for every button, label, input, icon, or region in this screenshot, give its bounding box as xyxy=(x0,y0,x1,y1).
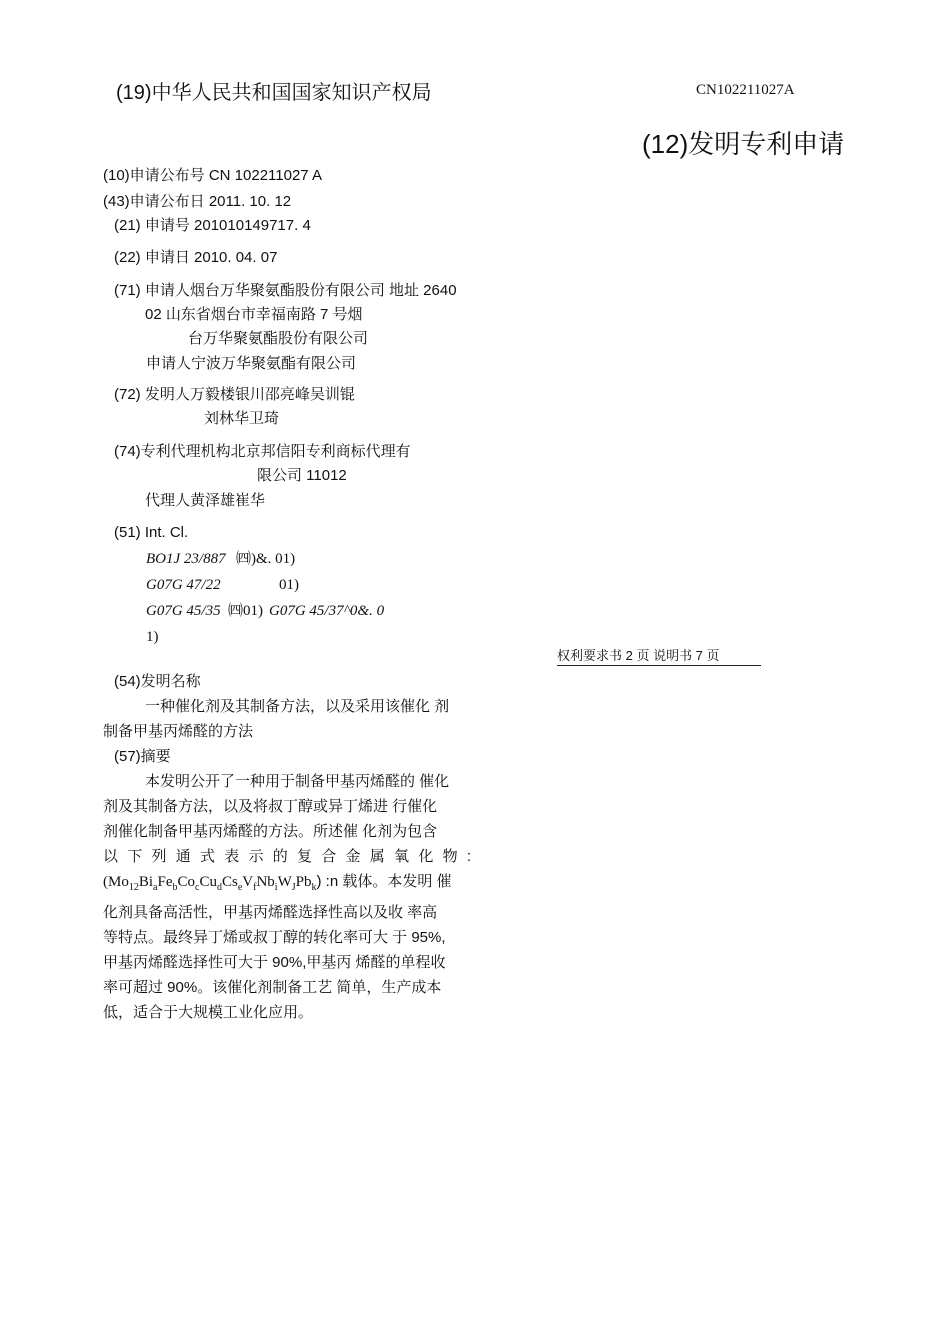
ipc-code-2: G07G 47/22 xyxy=(146,577,221,593)
pages-note: 权利要求书 2 页 说明书 7 页 xyxy=(557,645,761,666)
field-10-publication-number: (10)申请公布号 CN 102211027 A xyxy=(103,167,322,184)
field-74-agency-line2: 限公司 11012 xyxy=(257,467,347,484)
formula-v: V xyxy=(242,874,254,890)
formula-cs: Cs xyxy=(221,874,238,890)
abstract-line1: 本发明公开了一种用于制备甲基丙烯醛的 催化 xyxy=(145,773,450,790)
office-name: (19)中华人民共和国国家知识产权局 xyxy=(116,82,432,104)
formula-bi: Bi xyxy=(138,874,154,890)
ipc-code-4: G07G 45/37^0&. 0 xyxy=(269,603,385,619)
invention-title-line1: 一种催化剂及其制备方法，以及采用该催化 剂 xyxy=(145,698,450,715)
field-22-application-date: (22) 申请日 2010. 04. 07 xyxy=(114,249,278,266)
formula-pb: Pb xyxy=(295,874,312,890)
abstract-line2: 剂及其制备方法，以及将叔丁醇或异丁烯进 行催化 xyxy=(103,798,438,815)
formula-open: (Mo xyxy=(103,874,129,890)
field-21-application-number: (21) 申请号 201010149717. 4 xyxy=(114,217,311,234)
field-72-inventors-line2: 刘林华卫琦 xyxy=(204,410,280,427)
field-57-label: (57)摘要 xyxy=(114,748,171,765)
formula-w: W xyxy=(277,874,292,890)
field-72-inventors-line1: (72) 发明人万毅楼银川邵亮峰吴训锟 xyxy=(114,386,355,403)
ipc-code-2-version: 01) xyxy=(279,577,299,593)
document-type: (12)发明专利申请 xyxy=(642,129,845,159)
abstract-text xyxy=(103,769,471,1025)
formula-sub-k: k xyxy=(311,882,317,893)
formula-sub-a: a xyxy=(153,882,158,893)
field-54-label: (54)发明名称 xyxy=(114,673,201,690)
formula-sub-f: f xyxy=(253,882,257,893)
formula-nb: Nb xyxy=(256,874,275,890)
abstract-line9: 率可超过 90%。该催化剂制备工艺 简单，生产成本 xyxy=(103,979,442,996)
field-71-applicant-line4: 申请人宁波万华聚氨酯有限公司 xyxy=(146,355,357,372)
ipc-code-3: G07G 45/35 xyxy=(146,603,221,619)
field-71-applicant-line2: 02 山东省烟台市幸福南路 7 号烟 xyxy=(145,306,363,323)
field-74-agent: 代理人黄泽雄崔华 xyxy=(145,492,266,509)
ipc-code-4-continued: 1) xyxy=(146,629,159,645)
abstract-line6: 化剂具备高活性，甲基丙烯醛选择性高以及收 率高 xyxy=(103,904,438,921)
field-43-publication-date: (43)申请公布日 2011. 10. 12 xyxy=(103,193,292,210)
formula-sub-12: 12 xyxy=(128,882,139,893)
formula-sub-i: i xyxy=(274,882,278,893)
formula-sub-c: c xyxy=(195,882,200,893)
abstract-formula-line xyxy=(103,869,471,900)
formula-fe: Fe xyxy=(157,874,173,890)
abstract-line4: 以 下 列 通 式 表 示 的 复 合 金 属 氧 化 物 : xyxy=(103,848,471,865)
field-71-applicant-line1: (71) 申请人烟台万华聚氨酯股份有限公司 地址 2640 xyxy=(114,282,457,299)
invention-title xyxy=(103,694,471,744)
publication-number-top: CN102211027A xyxy=(696,82,795,98)
field-74-agency-line1: (74)专利代理机构北京邦信阳专利商标代理有 xyxy=(114,443,411,460)
abstract-line8: 甲基丙烯醛选择性可大于 90%,甲基丙 烯醛的单程收 xyxy=(103,954,446,971)
formula-cu: Cu xyxy=(199,874,217,890)
abstract-line3: 剂催化制备甲基丙烯醛的方法。所述催 化剂为包含 xyxy=(103,823,438,840)
formula-sub-j: J xyxy=(291,882,296,893)
field-51-int-cl-label: (51) Int. Cl. xyxy=(114,524,189,541)
abstract-line7: 等特点。最终异丁烯或叔丁醇的转化率可大 于 95%, xyxy=(103,929,446,946)
ipc-code-1: BO1J 23/887 xyxy=(146,551,226,567)
formula-sub-e: e xyxy=(237,882,243,893)
ipc-code-3-version: ㈣01) xyxy=(228,603,263,619)
abstract-line10: 低，适合于大规模工业化应用。 xyxy=(103,1004,314,1021)
formula-sub-b: b xyxy=(172,882,178,893)
formula-sub-d: d xyxy=(216,882,222,893)
formula-co: Co xyxy=(177,874,195,890)
invention-title-line2: 制备甲基丙烯醛的方法 xyxy=(103,723,254,740)
formula-close: ) :n 载体。本发明 催 xyxy=(316,873,452,890)
ipc-code-1-version: ㈣)&. 01) xyxy=(236,551,296,567)
field-71-applicant-line3: 台万华聚氨酯股份有限公司 xyxy=(188,330,369,347)
